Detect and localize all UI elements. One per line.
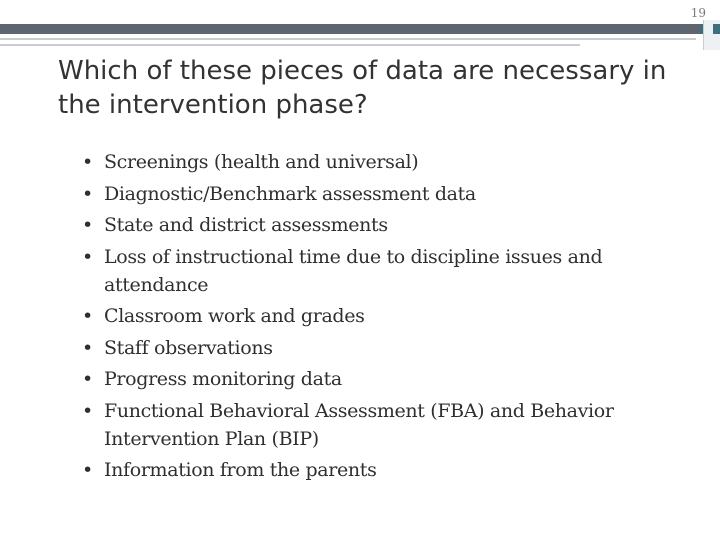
- list-item-text: Information from the parents: [104, 459, 377, 481]
- list-item: [82, 180, 682, 208]
- bullet-icon: •: [82, 182, 93, 205]
- header-divider: [0, 38, 696, 40]
- list-item-text: Staff observations: [104, 336, 273, 359]
- header-bar: [0, 24, 700, 34]
- list-item-text: Classroom work and grades: [104, 305, 365, 327]
- list-item: [82, 302, 682, 330]
- list-item-text: State and district assessments: [104, 214, 388, 236]
- list-item: [82, 211, 682, 239]
- bullet-icon: •: [82, 305, 93, 327]
- corner-tab-accent: [713, 24, 720, 34]
- header-divider-short: [0, 44, 580, 46]
- list-item-text: Screenings (health and universal): [104, 151, 419, 173]
- list-item-text: Loss of instructional time due to discipline issues and attendance: [104, 245, 603, 296]
- bullet-list: [82, 148, 682, 488]
- bullet-icon: •: [82, 151, 93, 173]
- bullet-icon: •: [82, 399, 93, 422]
- slide-number: 19: [690, 6, 706, 20]
- list-item-text: Diagnostic/Benchmark assessment data: [104, 182, 476, 205]
- bullet-icon: •: [82, 245, 93, 268]
- list-item: [82, 148, 682, 176]
- bullet-icon: •: [82, 368, 93, 390]
- list-item: [82, 397, 682, 453]
- slide-title: Which of these pieces of data are necessary in the intervention phase?: [58, 56, 667, 120]
- list-item-text: Functional Behavioral Assessment (FBA) and Behavior Intervention Plan (BIP): [104, 399, 614, 450]
- bullet-icon: •: [82, 459, 93, 481]
- list-item: [82, 243, 682, 299]
- bullet-icon: •: [82, 214, 93, 236]
- list-item: [82, 334, 682, 362]
- list-item: [82, 456, 682, 484]
- bullet-icon: •: [82, 336, 93, 359]
- list-item: [82, 365, 682, 393]
- list-item-text: Progress monitoring data: [104, 368, 342, 390]
